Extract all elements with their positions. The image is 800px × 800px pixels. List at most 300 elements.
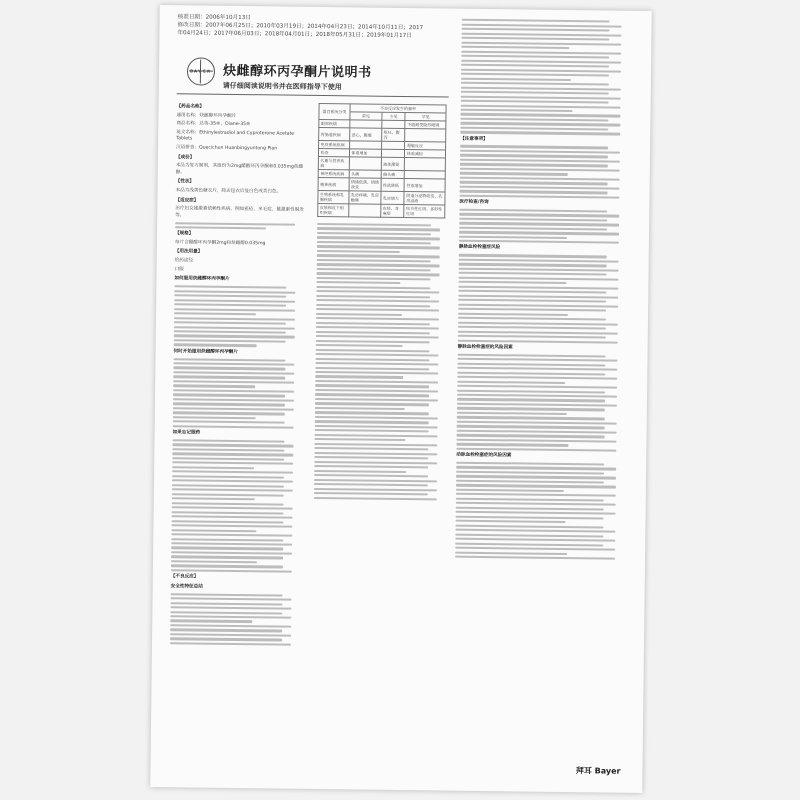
text-line [459,263,607,267]
text-line [173,371,294,375]
text-line [172,506,293,510]
text-line [458,330,618,334]
drug-name-line: 通用名称：炔雌醇环丙孕酮片 [176,112,237,119]
text-line [459,227,607,231]
section-dosage: 【用法用量】 [174,249,203,256]
text-line [316,317,439,321]
text-line [458,281,566,285]
text-line [316,290,439,294]
route-heading: 给药途径 [174,258,194,264]
text-line [173,358,285,362]
approval-date: 核准日期：2006年10月13日 [177,14,251,22]
logo-letter: R [206,68,211,74]
text-line [174,290,295,294]
text-line [316,331,430,335]
text-line [171,551,292,555]
text-line [314,443,437,447]
text-line [461,73,609,77]
text-line [317,236,440,240]
drug-name-line: 汉语拼音：Quecichun Huanbingyuntong Pian [176,145,278,152]
text-line [171,560,257,563]
title-divider [177,93,449,97]
text-line [174,330,286,334]
text-line [174,303,286,307]
column-middle [314,103,451,503]
table-head-common: 常见 [350,112,382,120]
text-line [458,326,606,330]
text-line [170,638,282,642]
text-line [458,285,618,289]
text-line [316,277,430,281]
text-line [461,32,621,36]
text-line [456,471,604,475]
text-line [461,95,621,99]
text-line [174,321,286,325]
table-cell: 超敏反应 [405,142,446,150]
text-line [456,502,616,506]
text-line [315,402,429,406]
text-line [171,565,283,569]
text-line [460,154,608,158]
table-cell: 呕吐、腹泻 [382,128,406,141]
text-line [455,533,603,537]
text-line [456,447,616,451]
text-line [174,308,295,312]
text-line [456,466,616,470]
medical-exam-text [459,209,631,245]
table-cell: 不能耐受隐形眼镜 [405,121,446,129]
how-to-take-heading: 如何服用炔雌醇环丙孕酮片 [174,276,230,283]
text-line [317,223,431,227]
logo-letter: A [193,68,198,74]
text-line [315,357,429,361]
text-line [462,28,610,32]
how-to-take-text [174,285,305,347]
text-line [314,447,428,451]
text-line [461,37,609,41]
text-line [317,254,440,258]
text-line [170,629,282,633]
text-line [457,425,605,429]
text-line [172,470,293,474]
text-line [172,484,284,488]
text-line [315,420,429,424]
text-line [170,620,252,623]
text-line [317,232,431,236]
text-line [459,259,619,263]
text-line [315,393,429,397]
text-line [314,474,428,478]
text-line [172,439,284,443]
text-line [171,533,292,537]
text-line [456,497,604,501]
text-line [461,77,571,81]
text-line [459,218,607,222]
text-line [315,407,405,410]
text-line [171,556,283,560]
table-cell [382,120,406,128]
text-line [460,159,620,163]
middle-column-text [314,223,449,500]
table-cell: 免疫系统疾病 [319,140,350,148]
table-cell: 胃肠道疾病 [319,127,350,140]
text-line [170,606,291,610]
text-line [174,339,286,343]
text-line [458,317,606,321]
text-line [316,299,439,303]
text-line [174,344,257,347]
table-cell: 体重增加 [349,149,381,157]
text-line [172,461,293,465]
text-line [171,542,292,546]
text-line [456,493,616,497]
text-line [461,41,621,45]
text-line [316,308,439,312]
drug-name-line: 英文名称：Ethinylestradiol and Cyproterone Acetate Tablets [176,130,295,142]
text-line [461,109,573,113]
text-line [316,313,402,316]
text-line [458,303,618,307]
text-line [174,299,295,303]
text-line [171,593,283,597]
text-line [173,425,294,429]
text-line [314,438,405,441]
text-line [314,465,428,469]
column-right [455,17,634,563]
text-line [171,520,283,524]
text-line [174,326,295,330]
text-line [455,556,615,560]
text-line [314,483,428,487]
text-line [461,59,621,63]
text-line [173,403,285,407]
text-line [460,150,620,154]
text-line [172,497,255,500]
text-line [317,268,431,272]
text-line [457,412,567,416]
section-adverse-reactions: 【不良反应】 [170,574,199,580]
text-line [462,23,622,27]
text-line [455,538,615,542]
text-line [317,272,440,276]
text-line [458,312,568,316]
text-line [460,181,608,185]
text-line [173,376,285,380]
table-cell: 代谢与营养疾病 [318,156,349,169]
table-cell: 体重减轻 [405,150,446,158]
text-line [171,538,283,542]
text-line [461,68,621,72]
text-line [172,515,293,519]
text-line [459,195,619,199]
text-line [170,615,291,619]
text-line [314,488,437,492]
text-line [457,403,617,407]
text-line [173,362,294,366]
route-text: 口服 [174,266,184,272]
text-line [458,353,606,357]
text-line [458,276,618,280]
text-line [460,163,608,167]
text-line [174,294,286,298]
text-line [459,272,607,276]
text-line [456,520,566,524]
text-line [171,547,283,551]
table-cell [349,157,381,170]
text-line [458,321,618,325]
text-line [314,461,437,465]
text-line [172,448,284,452]
text-line [456,484,616,488]
text-line [455,551,567,555]
text-line [460,127,608,131]
text-line [461,46,569,50]
text-line [455,547,615,551]
text-line [460,177,620,181]
text-line [459,254,607,258]
table-row [318,203,445,218]
section-precautions: 【注意事项】 [460,136,488,142]
text-line [457,389,605,393]
text-line [316,295,430,299]
table-head-uncommon: 少见 [382,112,406,120]
text-line [457,358,617,362]
text-line [317,263,440,267]
text-line [459,235,567,239]
text-line [456,443,568,447]
text-line [461,82,609,86]
text-line [457,394,617,398]
text-line [314,456,428,460]
vte-risk-text [458,254,631,343]
logo-letter: E [202,68,206,74]
document-title: 炔雌醇环丙孕酮片说明书 [222,63,372,81]
text-line [173,416,256,419]
safety-summary-text [170,593,301,646]
text-line [171,597,292,601]
text-line [316,281,400,284]
text-line [461,104,621,108]
text-line [173,398,294,402]
section-specification: 【规格】 [174,231,194,237]
text-line [457,416,605,420]
text-line [172,444,293,448]
text-line [315,411,429,415]
table-cell: 偏头痛 [381,170,405,178]
text-line [172,488,293,492]
table-cell: 皮疹、荨麻疹 [381,204,405,217]
text-line [315,362,438,366]
text-line [455,542,603,546]
table-cell: 眼部疾病 [319,119,350,127]
document-subtitle: 请仔细阅读说明书并在医师指导下使用 [222,81,342,92]
text-line [456,462,604,466]
table-cell [381,141,405,149]
text-line [173,389,294,393]
text-line [315,434,438,438]
text-line [172,502,284,506]
missed-dose-text [171,439,303,573]
text-line [314,492,428,496]
text-line [457,376,617,380]
table-cell: 乳房疼痛、乳房触痛 [349,191,381,204]
ate-risk-factors-heading: 动脉血栓栓塞症的风险因素 [456,452,512,459]
text-line [459,240,619,244]
text-line [456,439,616,443]
specification-text: 每片含醋酸环丙孕酮2mg和炔雌醇0.035mg [174,240,266,247]
text-line [314,452,437,456]
text-line [173,421,285,425]
table-cell: 情绪低落、情绪改变 [349,178,381,191]
text-line [174,312,256,315]
text-line [315,375,403,378]
text-line [460,122,620,126]
text-line [173,380,294,384]
table-cell: 皮肤和皮下组织疾病 [318,203,349,216]
table-cell: 性欲降低 [381,178,405,191]
precautions-text [459,145,632,199]
text-line [170,602,282,606]
text-line [458,290,606,294]
vte-risk-heading: 静脉血栓栓塞症风险 [458,245,501,251]
text-line [171,529,256,532]
text-line [172,475,284,479]
text-line [456,480,604,484]
text-line [459,231,619,235]
text-line [457,367,617,371]
section-drug-name: 【药品名称】 [176,104,205,110]
text-line [314,496,437,500]
text-line [172,457,284,461]
text-line [315,371,438,375]
drug-name-list [176,113,306,154]
text-line [455,529,615,533]
ate-risk-factors-text [455,462,628,560]
text-line [456,506,604,510]
text-line [316,326,439,330]
text-line [457,434,605,438]
section-indications: 【适应症】 [175,197,199,204]
table-cell: 生殖系统和乳腺疾病 [318,190,349,203]
approval-dates [177,13,427,40]
text-line [458,308,606,312]
text-line [172,479,293,483]
section-composition: 【成份】 [175,154,195,161]
adverse-reaction-table [317,103,446,219]
table-cell [405,129,446,142]
text-line [315,366,429,370]
text-line [456,475,616,479]
vte-risk-factors-heading: 静脉血栓栓塞症的风险因素 [457,344,513,351]
text-line [461,64,609,68]
text-line [172,511,284,515]
text-line [174,317,295,321]
missed-dose-heading: 如果忘记服药 [172,430,201,436]
table-cell [381,149,405,157]
composition-text: 本品为复方制剂，其组份为2mg醋酸环丙孕酮和0.035mg炔雌醇。 [175,163,304,176]
text-line [173,394,285,398]
text-line [461,86,621,90]
text-line [457,430,617,434]
text-line [173,385,255,388]
table-cell: 恶心、腹痛 [350,128,382,141]
description-text: 本品为浅黄色糖衣片，除去包衣后显白色或类白色。 [175,188,282,195]
text-line [462,19,610,23]
text-line [316,340,430,344]
table-head-rare: 罕见 [405,113,446,121]
table-cell: 神经系统疾病 [318,169,349,177]
text-line [460,113,620,117]
text-line [316,322,430,326]
text-line [460,131,620,135]
text-line [170,611,282,615]
text-line [317,250,400,253]
text-line [458,335,606,339]
text-line [317,259,431,263]
text-line [458,339,618,343]
text-line [459,268,619,272]
text-line [461,91,609,95]
text-line [456,515,604,519]
when-to-start-heading: 何时开始服用炔雌醇环丙孕酮片 [173,348,238,355]
text-line [173,367,285,371]
text-line [461,50,621,54]
text-line [457,421,617,425]
table-cell: 性欲增加 [404,179,445,192]
text-line [174,335,295,339]
bayer-cross-logo [187,57,215,85]
table-cell: 液体潴留 [381,157,405,170]
text-line [459,209,607,213]
text-line [459,222,619,226]
text-line [457,371,605,375]
text-line [317,227,440,231]
text-line [316,353,439,357]
text-line [316,304,430,308]
table-head-organ: 器官系统分类 [319,103,350,119]
right-column-top-text [460,19,633,135]
drug-name-line: 商品名称：达英-35®，Diane-35® [176,121,251,128]
text-line [170,624,291,628]
text-line [457,385,617,389]
text-line [456,488,564,492]
table-cell: 精神疾病 [318,177,349,190]
logo-letter: B [189,68,194,74]
text-line [315,398,438,402]
logo-letter: Y [197,68,201,74]
text-line [315,425,438,429]
table-cell: 头痛 [349,170,381,178]
text-line [457,362,605,366]
text-line [170,633,291,637]
table-cell [405,158,446,171]
text-line [174,285,286,289]
text-line [316,349,430,353]
text-line [459,213,619,217]
vte-risk-factors-text [456,353,629,451]
safety-summary-heading: 安全性特征总结 [170,583,203,590]
text-line [461,55,609,59]
section-description: 【性状】 [175,179,195,185]
text-line [458,294,618,298]
indications-text: 治疗妇女雄激素依赖性疾病，例如痤疮、多毛症、雄激素性脱发等。 [175,206,304,219]
text-line [317,241,431,245]
table-cell: 阴道分泌物改变、乳房溢液 [404,192,445,205]
text-line [460,145,608,149]
text-line [460,186,620,190]
text-line [317,245,440,249]
text-line [457,407,605,411]
